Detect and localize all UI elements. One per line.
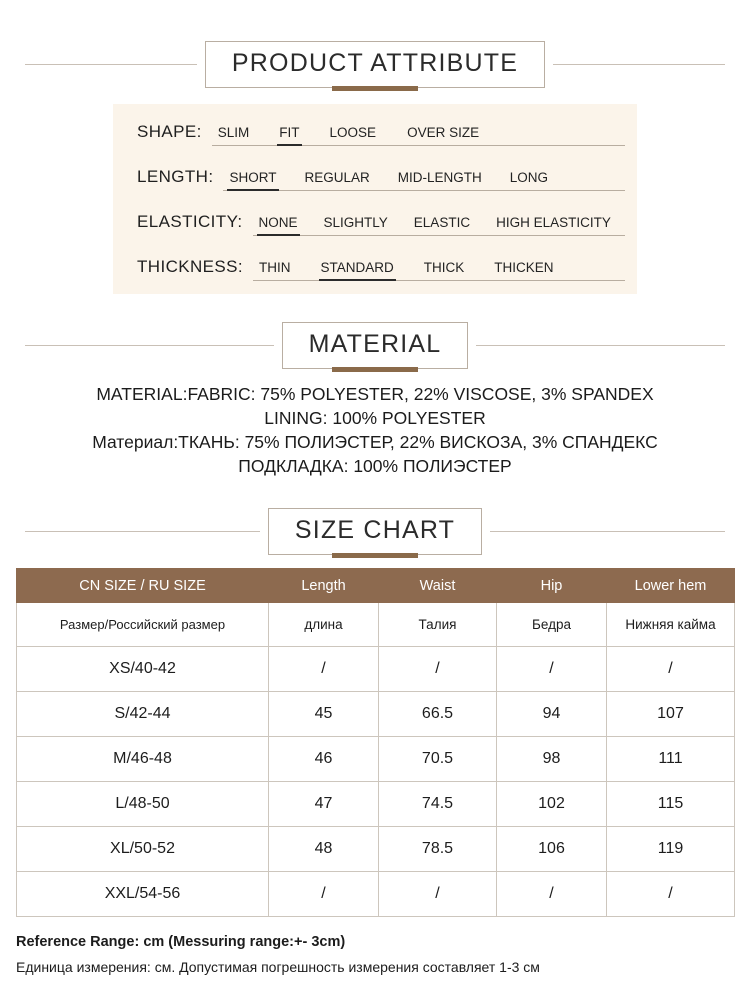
material-line-lining-ru: ПОДКЛАДКА: 100% ПОЛИЭСТЕР <box>238 456 512 476</box>
option-selected-underline <box>277 144 301 146</box>
cell-hip: 98 <box>497 737 607 782</box>
column-header-waist: Waist <box>379 569 497 603</box>
cell-size: M/46-48 <box>17 737 269 782</box>
option-shape-fit[interactable] <box>277 125 301 140</box>
attribute-panel <box>113 104 637 294</box>
option-shape-slim[interactable] <box>216 125 252 140</box>
cell-hip: 102 <box>497 782 607 827</box>
cell-waist: 78.5 <box>379 827 497 872</box>
attribute-options-elasticity <box>253 215 626 236</box>
cell-hip: 106 <box>497 827 607 872</box>
option-length-short-label: SHORT <box>229 170 277 185</box>
header-rule-left <box>25 345 274 346</box>
option-shape-slim-label: SLIM <box>217 125 250 140</box>
table-row <box>17 872 735 917</box>
option-thickness-standard[interactable] <box>319 260 396 275</box>
table-row <box>17 827 735 872</box>
title-accent-bar <box>332 86 418 91</box>
header-rule-right <box>553 64 725 65</box>
table-subheader-row <box>17 603 735 647</box>
option-length-long[interactable] <box>508 170 550 185</box>
product-attribute-title-box <box>205 41 545 88</box>
cell-lower-hem: / <box>607 872 735 917</box>
material-text-block <box>0 382 750 478</box>
table-header-row <box>17 569 735 603</box>
page-title-product-attribute: PRODUCT ATTRIBUTE <box>231 49 519 77</box>
section-title-size-chart: SIZE CHART <box>294 516 456 544</box>
attribute-options-shape <box>212 125 625 146</box>
attribute-row-shape <box>137 122 625 146</box>
cell-length: 48 <box>269 827 379 872</box>
cell-hip: / <box>497 872 607 917</box>
table-row <box>17 782 735 827</box>
header-rule-left <box>25 531 260 532</box>
option-selected-underline <box>319 279 396 281</box>
cell-length: / <box>269 872 379 917</box>
option-thickness-thicken-label: THICKEN <box>494 260 554 275</box>
measurement-notes <box>16 930 736 980</box>
option-shape-over-size-label: OVER SIZE <box>407 125 480 140</box>
material-section-header <box>25 322 725 369</box>
option-elasticity-elastic-label: ELASTIC <box>413 215 471 230</box>
attribute-label-shape: SHAPE: <box>137 122 202 141</box>
size-chart-tbody <box>17 603 735 917</box>
option-elasticity-slightly-label: SLIGHTLY <box>323 215 388 230</box>
cell-length: 45 <box>269 692 379 737</box>
option-shape-fit-label: FIT <box>279 125 300 140</box>
cell-length: 47 <box>269 782 379 827</box>
option-length-regular-label: REGULAR <box>304 170 370 185</box>
option-shape-loose-label: LOOSE <box>329 125 377 140</box>
attribute-row-thickness <box>137 257 625 281</box>
option-length-mid-length[interactable] <box>396 170 484 185</box>
cell-size: L/48-50 <box>17 782 269 827</box>
option-thickness-standard-label: STANDARD <box>320 260 394 275</box>
subheader-lower-hem-ru: Нижняя кайма <box>607 603 735 647</box>
size-chart-title-box <box>268 508 482 555</box>
material-line-lining-en: LINING: 100% POLYESTER <box>264 408 486 428</box>
option-selected-underline <box>257 234 300 236</box>
cell-size: XXL/54-56 <box>17 872 269 917</box>
material-line-fabric-ru: Материал:ТКАНЬ: 75% ПОЛИЭСТЕР, 22% ВИСКОЗА, 3% СПАНДЕКС <box>92 432 658 452</box>
cell-hip: 94 <box>497 692 607 737</box>
table-row <box>17 692 735 737</box>
cell-waist: / <box>379 647 497 692</box>
note-reference-range-en: Reference Range: cm (Messuring range:+- 3cm) <box>16 934 346 950</box>
option-elasticity-high-elasticity[interactable] <box>494 215 613 230</box>
subheader-length-ru: длина <box>269 603 379 647</box>
column-header-length: Length <box>269 569 379 603</box>
option-elasticity-none-label: NONE <box>258 215 298 230</box>
cell-lower-hem: 119 <box>607 827 735 872</box>
attribute-label-thickness: THICKNESS: <box>137 257 244 276</box>
cell-size: S/42-44 <box>17 692 269 737</box>
cell-lower-hem: / <box>607 647 735 692</box>
column-header-size: CN SIZE / RU SIZE <box>17 569 269 603</box>
attribute-row-elasticity <box>137 212 625 236</box>
attribute-options-thickness <box>253 260 625 281</box>
cell-length: / <box>269 647 379 692</box>
subheader-hip-ru: Бедра <box>497 603 607 647</box>
cell-waist: 66.5 <box>379 692 497 737</box>
option-selected-underline <box>227 189 278 191</box>
attribute-row-length <box>137 167 625 191</box>
option-thickness-thick[interactable] <box>422 260 467 275</box>
cell-hip: / <box>497 647 607 692</box>
cell-lower-hem: 115 <box>607 782 735 827</box>
cell-size: XS/40-42 <box>17 647 269 692</box>
table-row <box>17 737 735 782</box>
option-elasticity-none[interactable] <box>257 215 300 230</box>
option-thickness-thin[interactable] <box>257 260 293 275</box>
table-row <box>17 647 735 692</box>
title-accent-bar <box>332 367 418 372</box>
option-length-short[interactable] <box>227 170 278 185</box>
header-rule-left <box>25 64 197 65</box>
option-length-regular[interactable] <box>303 170 372 185</box>
note-reference-range-ru: Единица измерения: см. Допустимая погрешность измерения составляет 1-3 см <box>16 959 540 975</box>
cell-length: 46 <box>269 737 379 782</box>
option-shape-over-size[interactable] <box>405 125 481 140</box>
section-title-material: MATERIAL <box>308 330 442 358</box>
option-length-mid-length-label: MID-LENGTH <box>397 170 482 185</box>
subheader-size-ru: Размер/Российский размер <box>17 603 269 647</box>
attribute-label-length: LENGTH: <box>137 167 214 186</box>
title-accent-bar <box>332 553 418 558</box>
option-shape-loose[interactable] <box>328 125 379 140</box>
header-rule-right <box>476 345 725 346</box>
header-rule-right <box>490 531 725 532</box>
column-header-lower-hem: Lower hem <box>607 569 735 603</box>
option-length-long-label: LONG <box>509 170 549 185</box>
size-chart-thead <box>17 569 735 603</box>
option-thickness-thick-label: THICK <box>423 260 465 275</box>
attribute-label-elasticity: ELASTICITY: <box>137 212 243 231</box>
cell-lower-hem: 107 <box>607 692 735 737</box>
cell-waist: / <box>379 872 497 917</box>
option-thickness-thin-label: THIN <box>259 260 291 275</box>
cell-size: XL/50-52 <box>17 827 269 872</box>
option-elasticity-high-elasticity-label: HIGH ELASTICITY <box>496 215 611 230</box>
material-title-box <box>282 322 469 369</box>
cell-lower-hem: 111 <box>607 737 735 782</box>
product-attribute-section-header <box>25 41 725 88</box>
option-elasticity-slightly[interactable] <box>322 215 390 230</box>
subheader-waist-ru: Талия <box>379 603 497 647</box>
material-line-fabric-en: MATERIAL:FABRIC: 75% POLYESTER, 22% VISCOSE, 3% SPANDEX <box>96 384 654 404</box>
column-header-hip: Hip <box>497 569 607 603</box>
cell-waist: 70.5 <box>379 737 497 782</box>
cell-waist: 74.5 <box>379 782 497 827</box>
size-chart-section-header <box>25 508 725 555</box>
size-chart-table <box>16 568 735 917</box>
option-thickness-thicken[interactable] <box>492 260 555 275</box>
option-elasticity-elastic[interactable] <box>412 215 472 230</box>
size-chart-table-wrapper <box>16 568 734 917</box>
attribute-options-length <box>223 170 625 191</box>
